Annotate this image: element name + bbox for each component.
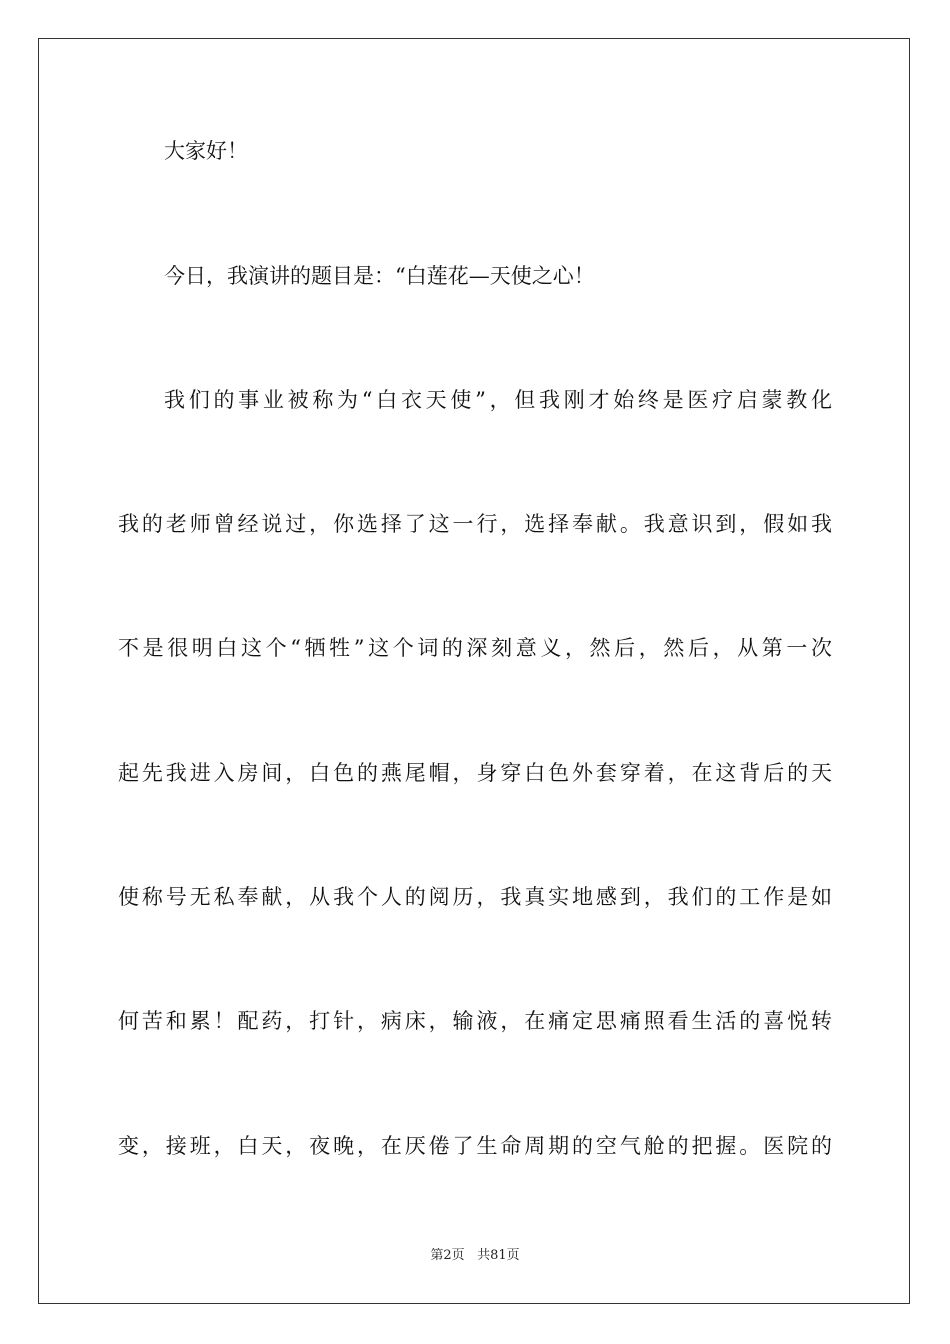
page-footer bbox=[0, 1248, 950, 1264]
body-text-line: 起先我进入房间，白色的燕尾帽，身穿白色外套穿着，在这背后的天 bbox=[118, 761, 832, 785]
body-text-line: 何苦和累！配药，打针，病床，输液，在痛定思痛照看生活的喜悦转 bbox=[118, 1009, 832, 1033]
body-text-line: 变，接班，白天，夜晚，在厌倦了生命周期的空气舱的把握。医院的 bbox=[118, 1134, 832, 1158]
body-text-line: 不是很明白这个“牺牲”这个词的深刻意义，然后，然后，从第一次 bbox=[118, 636, 832, 660]
body-text-line: 使称号无私奉献，从我个人的阅历，我真实地感到，我们的工作是如 bbox=[118, 885, 832, 909]
speech-title-line: 今日，我演讲的题目是：“白莲花—天使之心！ bbox=[164, 264, 595, 288]
body-text-line: 我们的事业被称为“白衣天使”，但我刚才始终是医疗启蒙教化 bbox=[164, 388, 832, 412]
body-text-line: 我的老师曾经说过，你选择了这一行，选择奉献。我意识到，假如我 bbox=[118, 512, 832, 536]
total-pages: 共81页 bbox=[477, 1248, 520, 1263]
greeting-line: 大家好！ bbox=[164, 139, 248, 163]
page-number: 第2页 bbox=[430, 1248, 465, 1263]
page-border bbox=[38, 38, 910, 1304]
